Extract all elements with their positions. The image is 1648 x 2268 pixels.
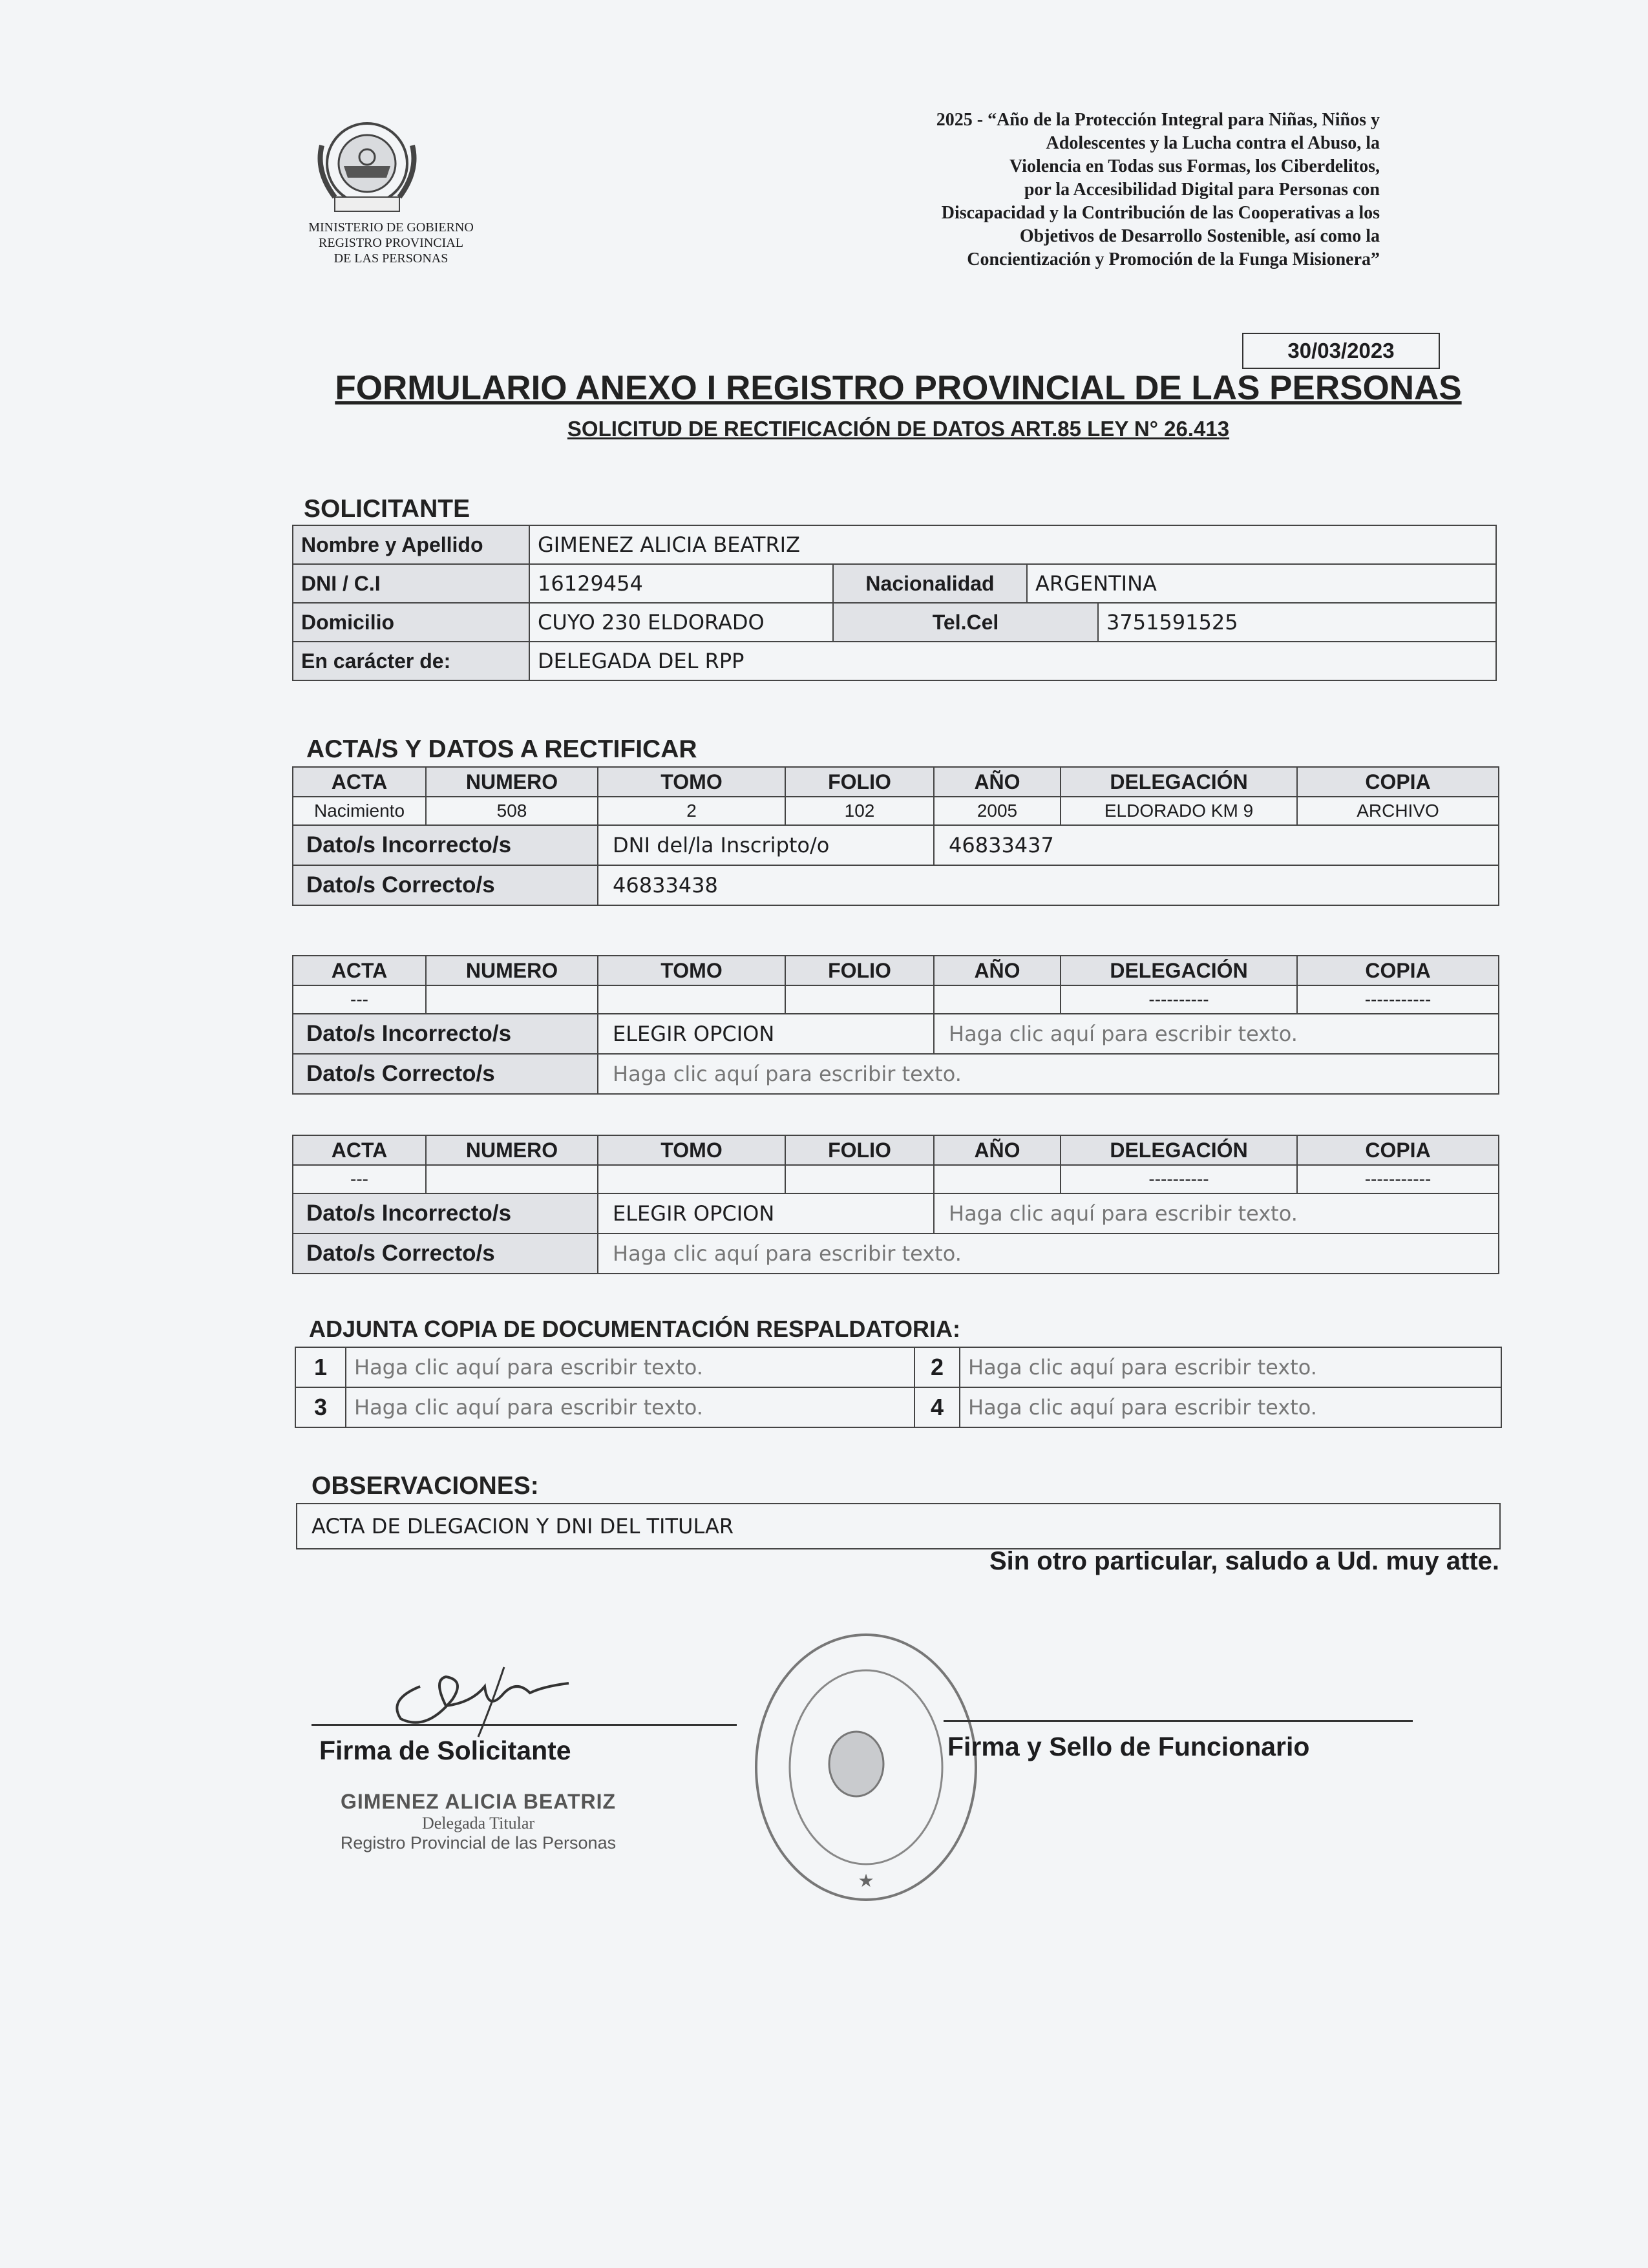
nacionalidad-label: Nacionalidad [833, 564, 1027, 603]
correct-value-field[interactable]: Haga clic aquí para escribir texto. [598, 1054, 1499, 1094]
acta-block-2 [292, 955, 1499, 1095]
incorrect-label: Dato/s Incorrecto/s [293, 1193, 598, 1234]
delegacion-cell[interactable]: ---------- [1061, 985, 1297, 1014]
col-acta: ACTA [293, 956, 426, 985]
delegacion-cell[interactable]: ELDORADO KM 9 [1061, 797, 1297, 825]
nacionalidad-field[interactable]: ARGENTINA [1027, 564, 1496, 603]
incorrect-option-dropdown[interactable]: DNI del/la Inscripto/o [598, 825, 934, 865]
copia-cell[interactable]: ----------- [1297, 1165, 1499, 1193]
tomo-cell[interactable]: 2 [598, 797, 785, 825]
tomo-cell[interactable] [598, 1165, 785, 1193]
caracter-label: En carácter de: [293, 642, 529, 680]
doc-field-1[interactable]: Haga clic aquí para escribir texto. [346, 1347, 914, 1387]
stamp-line: GIMENEZ ALICIA BEATRIZ [340, 1790, 617, 1813]
ministry-line: MINISTERIO DE GOBIERNO [308, 220, 474, 235]
motto-line: Adolescentes y la Lucha contra el Abuso, la [1046, 133, 1380, 153]
motto-line: Discapacidad y la Contribución de las Cooperativas a los [941, 203, 1380, 223]
stamp-line: Delegada Titular [421, 1814, 535, 1832]
tomo-cell[interactable] [598, 985, 785, 1014]
section-heading-solicitante: SOLICITANTE [304, 495, 470, 523]
col-tomo: TOMO [598, 767, 785, 797]
folio-cell[interactable]: 102 [785, 797, 934, 825]
signature-line-funcionario [944, 1720, 1413, 1722]
col-copia: COPIA [1297, 767, 1499, 797]
doc-number: 4 [914, 1387, 960, 1427]
tel-label: Tel.Cel [833, 603, 1098, 642]
motto-line: Violencia en Todas sus Formas, los Ciberdelitos, [1009, 156, 1380, 176]
doc-number: 3 [295, 1387, 346, 1427]
col-acta: ACTA [293, 767, 426, 797]
solicitante-table [292, 525, 1497, 681]
svg-text:★: ★ [858, 1871, 874, 1891]
anio-cell[interactable]: 2005 [934, 797, 1061, 825]
stamp-line: Registro Provincial de las Personas [340, 1833, 617, 1853]
correct-label: Dato/s Correcto/s [293, 1234, 598, 1274]
correct-value-field[interactable]: 46833438 [598, 865, 1499, 905]
tel-field[interactable]: 3751591525 [1098, 603, 1496, 642]
incorrect-value-field[interactable]: Haga clic aquí para escribir texto. [934, 1014, 1499, 1054]
folio-cell[interactable] [785, 985, 934, 1014]
col-copia: COPIA [1297, 956, 1499, 985]
signature-label-funcionario: Firma y Sello de Funcionario [947, 1732, 1310, 1761]
motto-line: Concientización y Promoción de la Funga Misionera” [967, 249, 1380, 269]
acta-type-cell[interactable]: Nacimiento [293, 797, 426, 825]
anio-cell[interactable] [934, 1165, 1061, 1193]
numero-cell[interactable] [426, 1165, 598, 1193]
correct-label: Dato/s Correcto/s [293, 1054, 598, 1094]
incorrect-label: Dato/s Incorrecto/s [293, 1014, 598, 1054]
province-seal-logo [309, 107, 425, 223]
col-delegacion: DELEGACIÓN [1061, 767, 1297, 797]
incorrect-option-dropdown[interactable]: ELEGIR OPCION [598, 1193, 934, 1234]
incorrect-value-field[interactable]: Haga clic aquí para escribir texto. [934, 1193, 1499, 1234]
motto-line: por la Accesibilidad Digital para Personas con [1024, 180, 1380, 200]
motto-line: Objetivos de Desarrollo Sostenible, así como la [1019, 226, 1380, 246]
domicilio-field[interactable]: CUYO 230 ELDORADO [529, 603, 833, 642]
doc-number: 1 [295, 1347, 346, 1387]
section-heading-adjunta: ADJUNTA COPIA DE DOCUMENTACIÓN RESPALDATORIA: [309, 1316, 960, 1342]
incorrect-option-dropdown[interactable]: ELEGIR OPCION [598, 1014, 934, 1054]
col-numero: NUMERO [426, 1135, 598, 1165]
dni-field[interactable]: 16129454 [529, 564, 833, 603]
acta-block-3 [292, 1135, 1499, 1274]
observaciones-field[interactable]: ACTA DE DLEGACION Y DNI DEL TITULAR [296, 1503, 1501, 1549]
name-stamp [297, 1790, 659, 1853]
col-folio: FOLIO [785, 767, 934, 797]
copia-cell[interactable]: ----------- [1297, 985, 1499, 1014]
col-numero: NUMERO [426, 956, 598, 985]
col-anio: AÑO [934, 956, 1061, 985]
folio-cell[interactable] [785, 1165, 934, 1193]
col-folio: FOLIO [785, 956, 934, 985]
signature-label-solicitante: Firma de Solicitante [319, 1736, 571, 1765]
documents-table [295, 1347, 1502, 1428]
ministry-header [265, 220, 517, 266]
form-subtitle: SOLICITUD DE RECTIFICACIÓN DE DATOS ART.85 LEY N° 26.413 [567, 417, 1230, 441]
numero-cell[interactable]: 508 [426, 797, 598, 825]
col-copia: COPIA [1297, 1135, 1499, 1165]
section-heading-observaciones: OBSERVACIONES: [312, 1472, 539, 1500]
signature-line-solicitante [312, 1724, 737, 1726]
col-folio: FOLIO [785, 1135, 934, 1165]
domicilio-label: Domicilio [293, 603, 529, 642]
dni-label: DNI / C.I [293, 564, 529, 603]
form-title: FORMULARIO ANEXO I REGISTRO PROVINCIAL DE LAS PERSONAS [335, 369, 1462, 407]
col-anio: AÑO [934, 1135, 1061, 1165]
doc-field-2[interactable]: Haga clic aquí para escribir texto. [960, 1347, 1501, 1387]
ministry-line: DE LAS PERSONAS [333, 251, 449, 266]
correct-label: Dato/s Correcto/s [293, 865, 598, 905]
closing-text: Sin otro particular, saludo a Ud. muy atte. [989, 1547, 1499, 1575]
doc-field-3[interactable]: Haga clic aquí para escribir texto. [346, 1387, 914, 1427]
nombre-label: Nombre y Apellido [293, 525, 529, 564]
col-anio: AÑO [934, 767, 1061, 797]
doc-number: 2 [914, 1347, 960, 1387]
acta-block-1 [292, 766, 1499, 906]
copia-cell[interactable]: ARCHIVO [1297, 797, 1499, 825]
nombre-field[interactable]: GIMENEZ ALICIA BEATRIZ [529, 525, 1496, 564]
official-round-stamp [750, 1625, 982, 1909]
delegacion-cell[interactable]: ---------- [1061, 1165, 1297, 1193]
incorrect-value-field[interactable]: 46833437 [934, 825, 1499, 865]
col-tomo: TOMO [598, 1135, 785, 1165]
acta-type-cell[interactable]: --- [293, 985, 426, 1014]
anio-cell[interactable] [934, 985, 1061, 1014]
col-delegacion: DELEGACIÓN [1061, 956, 1297, 985]
incorrect-label: Dato/s Incorrecto/s [293, 825, 598, 865]
col-delegacion: DELEGACIÓN [1061, 1135, 1297, 1165]
col-numero: NUMERO [426, 767, 598, 797]
correct-value-field[interactable]: Haga clic aquí para escribir texto. [598, 1234, 1499, 1274]
date-field[interactable]: 30/03/2023 [1242, 333, 1440, 369]
col-tomo: TOMO [598, 956, 785, 985]
year-motto [743, 109, 1380, 271]
motto-line: 2025 - “Año de la Protección Integral para Niñas, Niños y [936, 110, 1380, 130]
caracter-field[interactable]: DELEGADA DEL RPP [529, 642, 1496, 680]
numero-cell[interactable] [426, 985, 598, 1014]
doc-field-4[interactable]: Haga clic aquí para escribir texto. [960, 1387, 1501, 1427]
section-heading-actas: ACTA/S Y DATOS A RECTIFICAR [306, 735, 697, 763]
col-acta: ACTA [293, 1135, 426, 1165]
acta-type-cell[interactable]: --- [293, 1165, 426, 1193]
ministry-line: REGISTRO PROVINCIAL [319, 236, 463, 250]
